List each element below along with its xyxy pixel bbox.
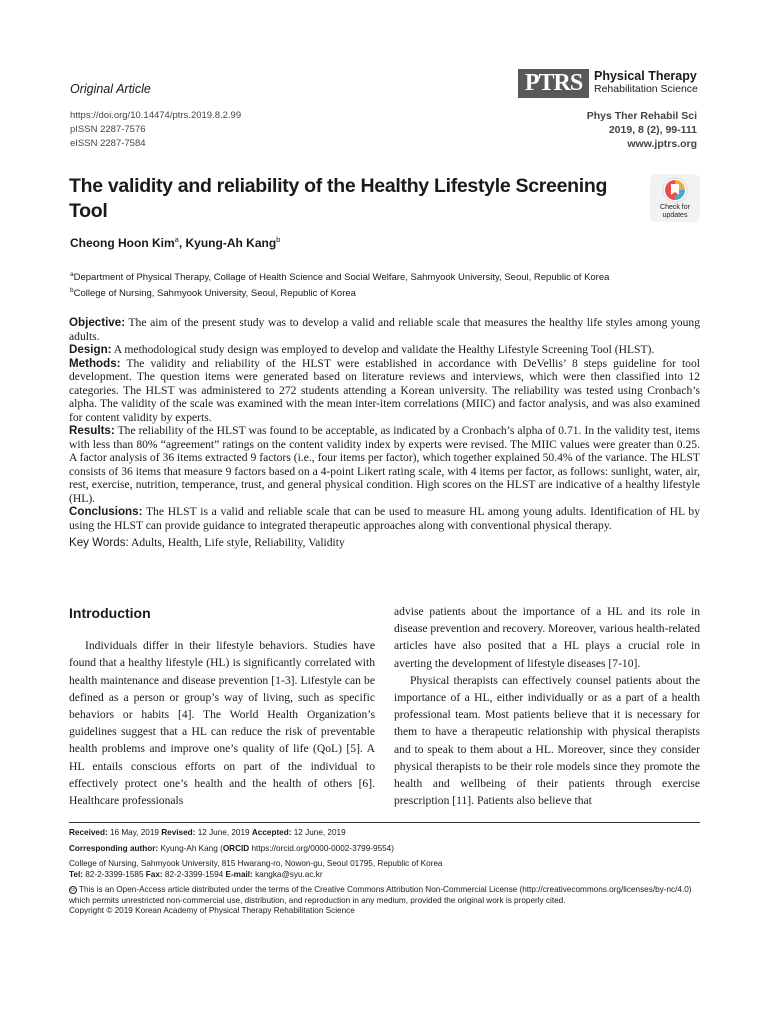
abstract-results: Results: The reliability of the HLST was found to be acceptable, as indicated by a Cronbach’s alpha of 0.71. In the validity test, items with less than 80% “agreement” ratings on the content validity index by experts were revised. The MIIC values were greater than 0.25. A factor analysis of 36 items extracted 9 factors (i.e., four items per factor), which together explained 50.4% of the variance. The HLST consists of 36 items that measure 9 factors based on a 4-point Likert rating scale, with 4 items per factor, as follows: sunlight, water, air, rest, exercise, nutrition, temperance, trust, and general physical condition. High scores on the HLST are indicative of a healthy lifestyle (HL).	[69, 424, 700, 505]
dates-row: Received: 16 May, 2019 Revised: 12 June, 2019 Accepted: 12 June, 2019	[69, 828, 346, 837]
author-affiliation-marker: b	[276, 235, 281, 244]
logo-title-line1: Physical Therapy	[594, 69, 697, 83]
check-for-updates-button[interactable]	[650, 174, 700, 222]
author-list: Cheong Hoon Kim$^a$, Kyung-Ah Kang$^b$	[70, 235, 281, 250]
right-column	[394, 603, 700, 809]
section-label: Methods:	[69, 356, 121, 370]
email-link[interactable]: kangka@syu.ac.kr	[255, 869, 323, 879]
section-label: Design:	[69, 343, 112, 356]
section-label: Conclusions:	[69, 505, 143, 518]
journal-abbrev: Phys Ther Rehabil Sci	[586, 110, 697, 122]
section-label: Key Words:	[69, 536, 129, 549]
creative-commons-icon: cc	[70, 886, 76, 893]
logo-title-line2: Rehabilitation Science	[594, 83, 698, 95]
orcid-link[interactable]: https://orcid.org/0000-0002-3799-9554	[251, 843, 392, 853]
badge-line1: Check for	[660, 204, 690, 211]
journal-logo[interactable]	[518, 68, 698, 98]
affiliation-list	[70, 268, 609, 300]
logo-abbrev: PTRS	[518, 69, 589, 98]
contact-row: Tel: 82-2-3399-1585 Fax: 82-2-3399-1594 E-mail: kangka@syu.ac.kr	[69, 869, 323, 879]
badge-line2: updates	[662, 212, 688, 219]
volume-info: 2019, 8 (2), 99-111	[608, 124, 697, 136]
journal-citation	[587, 109, 697, 151]
section-heading-introduction: Introduction	[69, 605, 151, 621]
section-label: Objective:	[69, 316, 126, 329]
author-affiliation-marker: a	[174, 235, 179, 244]
license-row: cc This is an Open-Access article distributed under the terms of the Creative Commons Attribution Non-Commercial License (http://creativecommons.org/licenses/by-nc/4.0) which permits unrestricted non-commercial use, distribution, and reproduction in any medium, provided the original work is properly cited.	[69, 885, 692, 905]
publication-identifiers	[70, 109, 241, 151]
body-paragraph: Physical therapists can effectively counsel patients about the importance of a HL, either individually or as a part of a health professional team. Most patients believe that it is necessary for them to have a therapeutic relationship with physical therapists and to speak to them about a HL. Moreover, since they consider physical therapists to be their role models since they promote the health and wellbeing of their patients through exercise prescription [11]. Patients also believe that	[394, 673, 700, 808]
author-name: Kyung-Ah Kang	[185, 236, 277, 250]
body-columns	[69, 603, 700, 809]
body-paragraph: Individuals differ in their lifestyle behaviors. Studies have found that a healthy lifestyle (HL) is significantly correlated with health maintenance and disease prevention [1-3]. Lifestyle can be defined as a person or group’s way of living, such as specific behaviors or habits [4]. The World Health Organization’s guidelines suggest that a HL can reduce the risk of preventable health problems and improve one’s quality of life (QoL) [5]. A HL entails conscious efforts on part of the individual to effectively protect one’s health and the health of others [6]. Healthcare professionals	[69, 639, 375, 808]
pissn: pISSN 2287-7576	[70, 124, 146, 135]
affiliation-a: $^a$Department of Physical Therapy, Collage of Health Science and Social Welfare, Sahmyook University, Seoul, Republic of Korea	[70, 271, 610, 284]
journal-website-link[interactable]: www.jptrs.org	[627, 138, 697, 150]
article-type-label: Original Article	[70, 82, 151, 96]
article-title: The validity and reliability of the Healthy Lifestyle Screening Tool	[69, 175, 608, 222]
abstract-keywords: Key Words: Adults, Health, Life style, Reliability, Validity	[69, 536, 345, 549]
section-label: Results:	[69, 424, 115, 437]
corresponding-author-row: Corresponding author: Kyung-Ah Kang (ORCID https://orcid.org/0000-0002-3799-9554)	[69, 843, 394, 853]
eissn: eISSN 2287-7584	[70, 138, 146, 149]
author-name: Cheong Hoon Kim	[70, 236, 175, 250]
affiliation-b: $^b$College of Nursing, Sahmyook University, Seoul, Republic of Korea	[70, 287, 356, 300]
address-row: College of Nursing, Sahmyook University, 815 Hwarang-ro, Nowon-gu, Seoul 01795, Republic of Korea	[69, 859, 443, 868]
body-paragraph: advise patients about the importance of a HL and its role in disease prevention and recovery. Moreover, various health-related articles have also posited that a HL plays a crucial role in averting the development of lifestyle diseases [7-10].	[394, 605, 700, 670]
left-column	[69, 603, 375, 809]
abstract-methods: Methods: The validity and reliability of the HLST were established in accordance with DeVellis’ 8 steps guideline for tool development. The question items were generated based on literature reviews and interviews, which were then classified into 12 categories. The HLST was administered to 272 students attending a Korean university. The reliability was tested using Cronbach’s alpha. The validity of the scale was examined with the mean inter-item correlations (MIIC) and factor analysis, and was also examined for content validity by experts.	[69, 356, 700, 424]
crossmark-icon	[662, 177, 688, 203]
abstract-design: Design: A methodological study design was employed to develop and validate the Healthy Lifestyle Screening Tool (HLST).	[69, 343, 655, 356]
doi-link[interactable]: https://doi.org/10.14474/ptrs.2019.8.2.99	[70, 110, 242, 121]
article-footer	[69, 822, 700, 917]
abstract	[69, 316, 700, 550]
copyright-row: Copyright © 2019 Korean Academy of Physical Therapy Rehabilitation Science	[69, 906, 355, 915]
abstract-conclusions: Conclusions: The HLST is a valid and reliable scale that can be used to measure HL among young adults. Identification of HL by using the HLST can provide guidance to integrated therapeutic approaches along with conventional physical therapy.	[69, 505, 700, 532]
abstract-objective: Objective: The aim of the present study was to develop a valid and reliable scale that measures the healthy life styles among young adults.	[69, 316, 700, 343]
